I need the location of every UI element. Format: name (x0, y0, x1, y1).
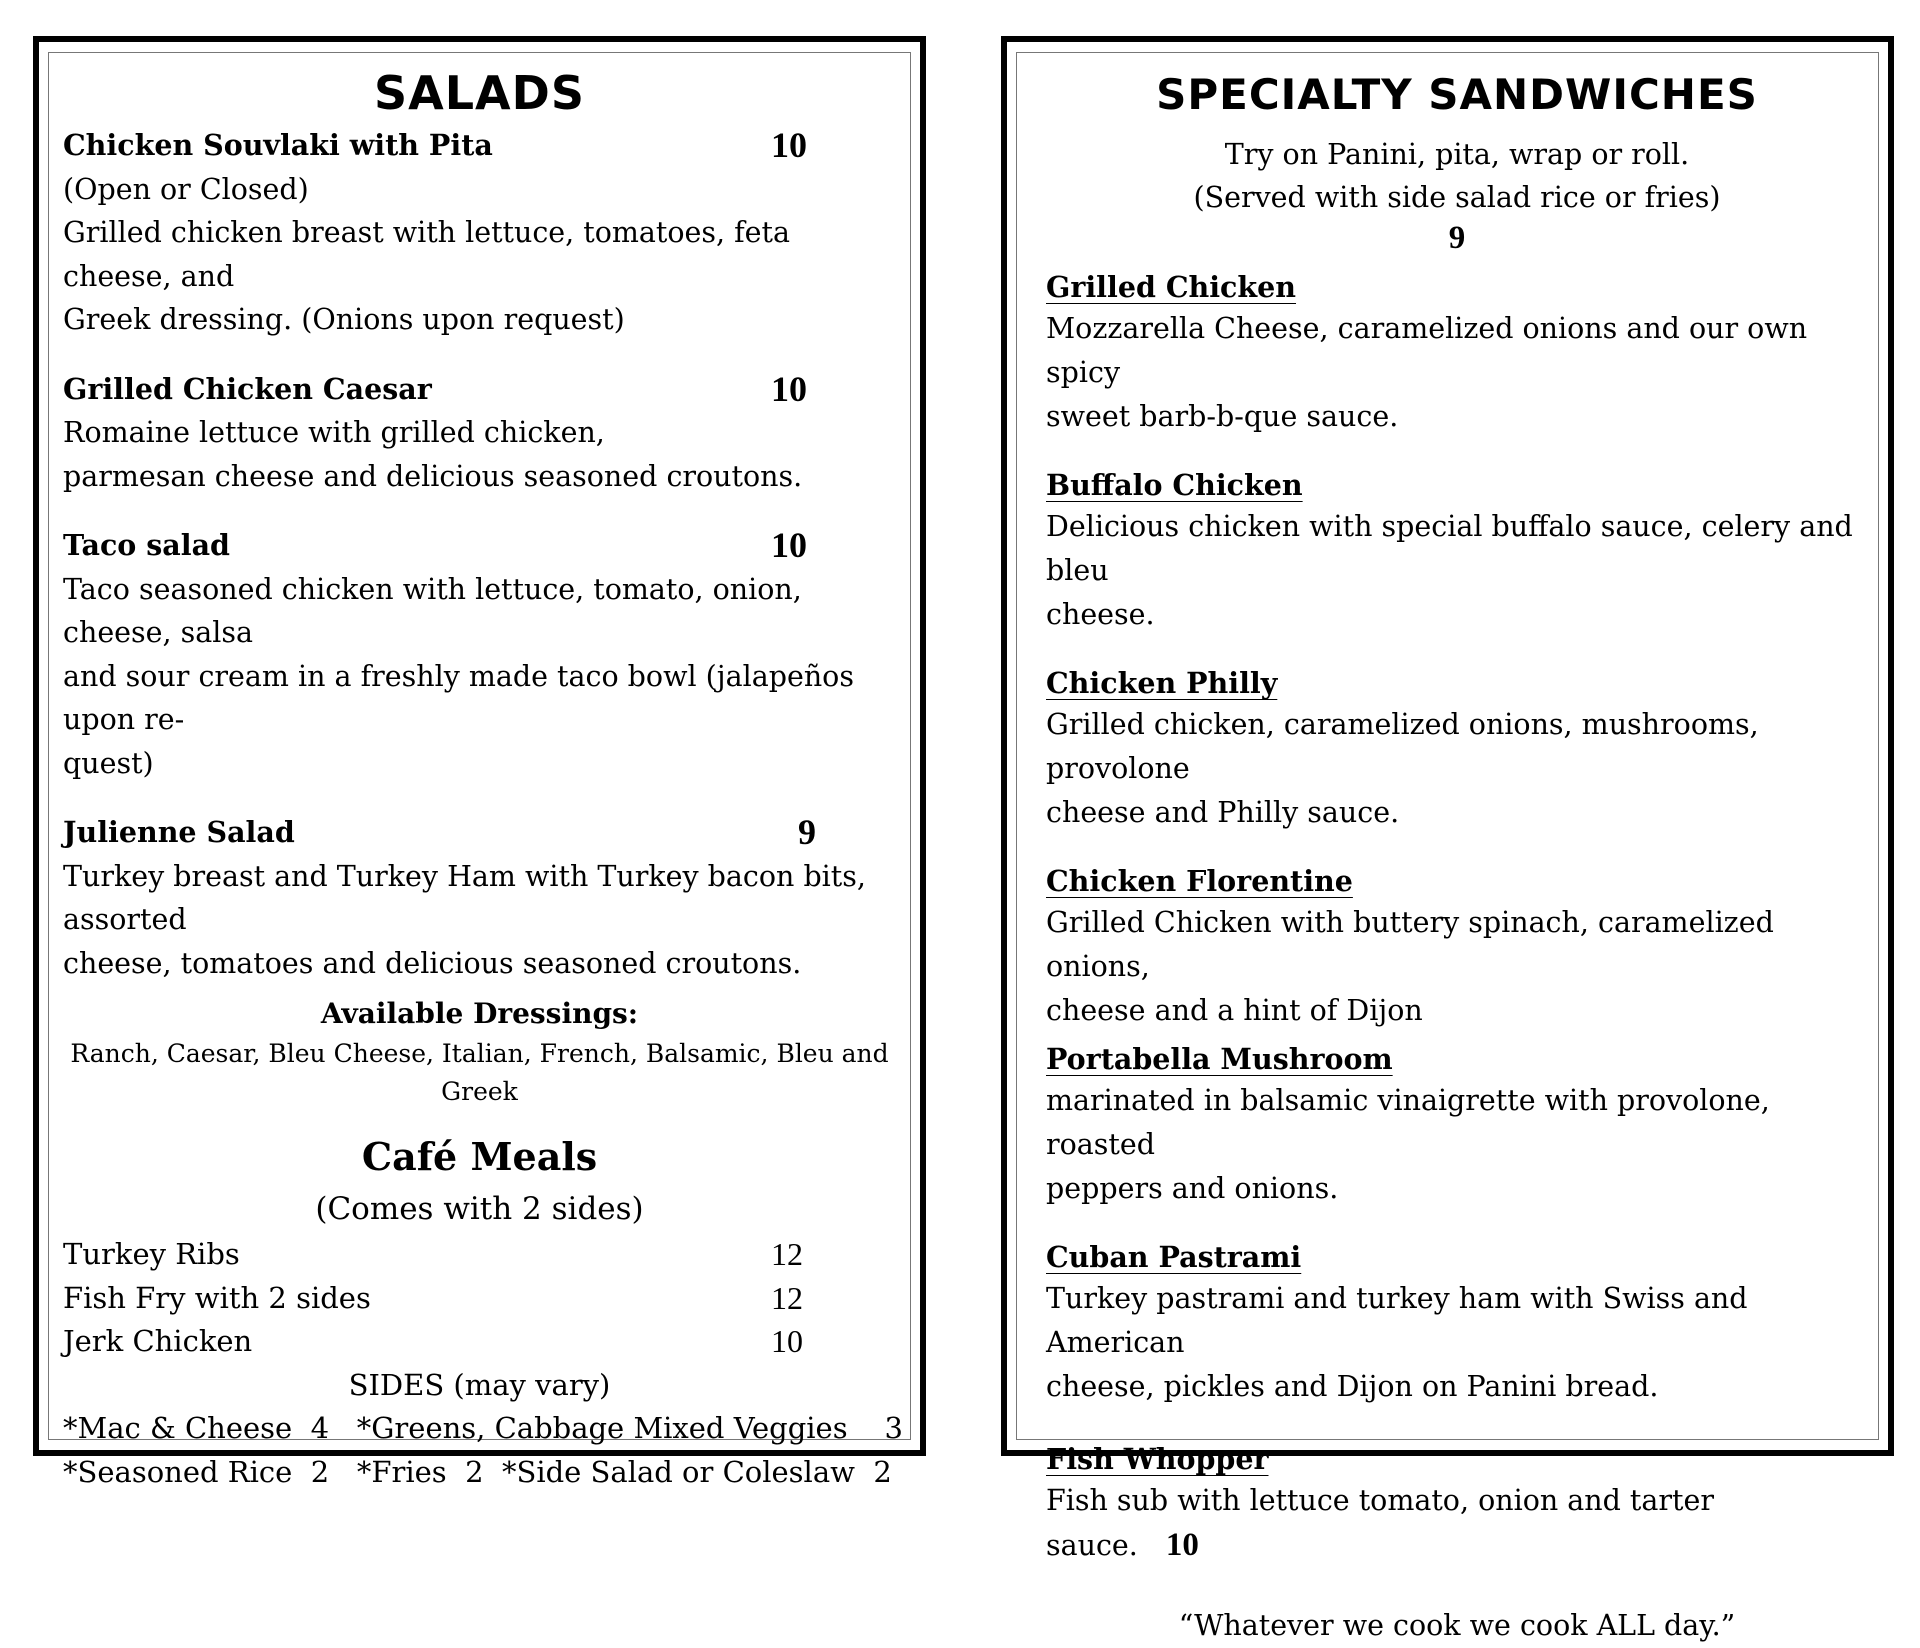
salad-item-desc: (Open or Closed) (63, 172, 309, 206)
sandwich-item-desc: peppers and onions. (1046, 1172, 1339, 1205)
salad-item-price: 10 (771, 525, 807, 565)
sandwich-item-name: Fish Whopper (1046, 1442, 1269, 1476)
sandwiches-title: SPECIALTY SANDWICHES (1156, 70, 1758, 119)
salad-item-desc: parmesan cheese and delicious seasoned croutons. (63, 459, 803, 493)
salad-item-desc: Taco seasoned chicken with lettuce, tomato, onion, cheese, salsa (63, 572, 802, 649)
salad-item-desc: and sour cream in a freshly made taco bowl (jalapeños upon re- (63, 659, 854, 736)
salads-title: SALADS (374, 66, 585, 120)
sandwich-item-desc: Delicious chicken with special buffalo sauce, celery and bleu (1046, 510, 1853, 587)
salad-item-desc: quest) (63, 746, 154, 780)
sandwiches-intro-line: Try on Panini, pita, wrap or roll. (1224, 138, 1690, 171)
sandwiches-intro-line: (Served with side salad rice or fries) (1193, 181, 1721, 214)
sandwich-item-desc-row (1046, 1479, 1868, 1568)
meal-name: Turkey Ribs (63, 1237, 240, 1271)
sandwich-item-desc: Grilled Chicken with buttery spinach, caramelized onions, (1046, 906, 1774, 983)
sandwiches-price: 9 (1448, 220, 1466, 256)
dressings-list: Ranch, Caesar, Bleu Cheese, Italian, French, Balsamic, Bleu and Greek (70, 1039, 889, 1106)
sandwich-item-name: Buffalo Chicken (1046, 468, 1303, 502)
sandwich-item-desc: sweet barb-b-que sauce. (1046, 400, 1399, 433)
sandwich-item-price: 10 (1165, 1527, 1199, 1563)
salad-item-desc: Grilled chicken breast with lettuce, tomatoes, feta cheese, and (63, 216, 790, 293)
sandwich-item-desc: Turkey pastrami and turkey ham with Swiss and American (1046, 1282, 1748, 1359)
sandwich-item-desc: Fish sub with lettuce tomato, onion and tarter sauce. (1046, 1484, 1714, 1562)
salad-item-name: Chicken Souvlaki with Pita (63, 128, 493, 162)
meal-price: 12 (771, 1236, 803, 1272)
sides-title: SIDES (may vary) (348, 1367, 611, 1402)
sandwich-item-desc: cheese. (1046, 598, 1155, 631)
salad-item-desc: Greek dressing. (Onions upon request) (63, 303, 625, 336)
salads-panel (33, 36, 926, 1489)
salad-item-price: 10 (771, 368, 807, 409)
meal-price: 12 (771, 1279, 803, 1316)
salad-item-price: 9 (798, 812, 816, 852)
sandwich-item-name: Cuban Pastrami (1046, 1240, 1302, 1274)
sandwich-item (1046, 1439, 1868, 1568)
sandwich-item-desc: Mozzarella Cheese, caramelized onions and our own spicy (1046, 312, 1808, 389)
salad-item (63, 368, 896, 499)
meal-row (63, 1320, 896, 1364)
sandwich-item-name: Chicken Florentine (1046, 864, 1353, 898)
meal-row (63, 1277, 896, 1321)
salads-content (63, 42, 903, 1494)
meal-name: Jerk Chicken (63, 1324, 253, 1358)
sandwiches-content (1046, 42, 1868, 1648)
sandwich-item (1046, 465, 1868, 637)
sandwich-item-desc: Grilled chicken, caramelized onions, mushrooms, provolone (1046, 708, 1759, 785)
sandwich-item (1046, 267, 1868, 439)
salad-item-name: Julienne Salad (63, 815, 295, 849)
sandwiches-panel (1001, 36, 1894, 1642)
salad-item-name: Grilled Chicken Caesar (63, 371, 432, 406)
salad-item (63, 124, 896, 342)
sandwiches-intro (1046, 133, 1868, 219)
sandwich-item (1046, 663, 1868, 835)
sandwich-item-desc: cheese and a hint of Dijon (1046, 994, 1423, 1027)
cafe-meals-subtitle: (Comes with 2 sides) (315, 1191, 644, 1227)
dressings-title: Available Dressings: (320, 997, 639, 1030)
sandwich-item-name: Chicken Philly (1046, 666, 1278, 700)
sandwich-item (1046, 861, 1868, 1033)
sandwich-item-desc: cheese and Philly sauce. (1046, 796, 1400, 829)
meal-price: 10 (771, 1323, 803, 1359)
salad-item-desc: Turkey breast and Turkey Ham with Turkey bacon bits, assorted (63, 859, 866, 936)
salad-item-desc: Romaine lettuce with grilled chicken, (63, 416, 605, 449)
salad-item-name: Taco salad (63, 528, 230, 562)
meal-name: Fish Fry with 2 sides (63, 1280, 371, 1315)
sandwich-item-desc: marinated in balsamic vinaigrette with provolone, roasted (1046, 1084, 1770, 1161)
sandwich-item (1046, 1039, 1868, 1211)
salad-item (63, 811, 896, 985)
cafe-meals-title: Café Meals (361, 1134, 598, 1179)
sandwich-item-name: Grilled Chicken (1046, 270, 1297, 304)
sandwich-item-name: Portabella Mushroom (1046, 1042, 1393, 1076)
salad-item (63, 524, 896, 785)
closing-quote: “Whatever we cook we cook ALL day.” (1178, 1609, 1736, 1642)
sandwich-item-desc: cheese, pickles and Dijon on Panini bread. (1046, 1370, 1659, 1403)
salad-item-desc: cheese, tomatoes and delicious seasoned croutons. (63, 946, 802, 980)
sandwich-item (1046, 1237, 1868, 1409)
salad-item-price: 10 (771, 125, 807, 165)
sides-row: *Seasoned Rice 2 *Fries 2 *Side Salad or Coleslaw 2 (63, 1454, 892, 1489)
sides-row: *Mac & Cheese 4 *Greens, Cabbage Mixed Veggies 3 (63, 1411, 903, 1445)
meal-row (63, 1233, 896, 1277)
